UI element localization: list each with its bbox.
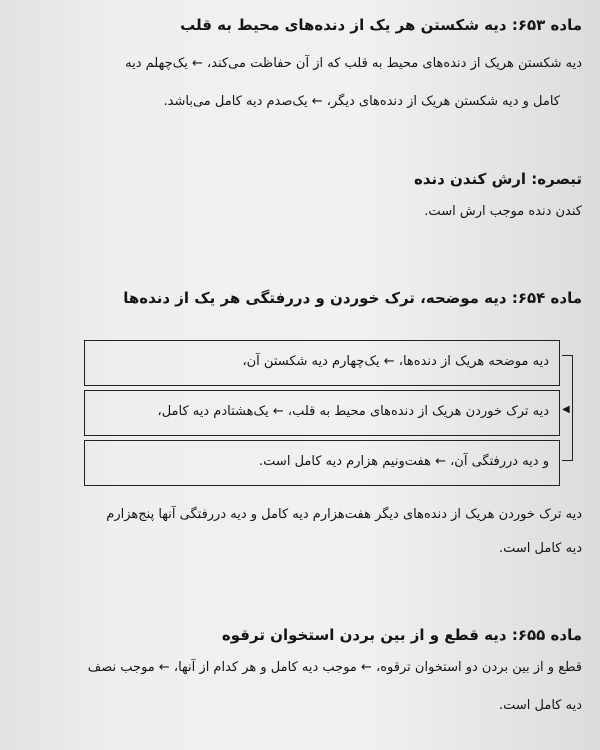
bracket-arrow-icon: ◀ xyxy=(562,404,570,415)
note-heading: تبصره: ارش کندن دنده xyxy=(413,170,582,188)
article-653-heading: ماده ۶۵۳: دیه شکستن هر یک از دنده‌های محیط به قلب xyxy=(180,16,582,34)
article-655-line-2: دیه کامل است. xyxy=(498,698,582,713)
article-655-line-1: قطع و از بین بردن دو استخوان ترقوه، ← موجب دیه کامل و هر کدام از آنها، ← موجب نصف xyxy=(87,660,582,675)
article-653-line-1: دیه شکستن هریک از دنده‌های محیط به قلب که از آن حفاظت می‌کند، ← یک‌چهلم دیه xyxy=(125,56,582,71)
article-654-box-3: و دیه دررفتگی آن، ← هفت‌ونیم هزارم دیه کامل است. xyxy=(84,440,560,486)
note-text: کندن دنده موجب ارش است. xyxy=(424,204,582,219)
article-654-box-1: دیه موضحه هریک از دنده‌ها، ← یک‌چهارم دیه شکستن آن، xyxy=(84,340,560,386)
article-654-box-2: دیه ترک خوردن هریک از دنده‌های محیط به قلب، ← یک‌هشتادم دیه کامل، xyxy=(84,390,560,436)
article-653-line-2: کامل و دیه شکستن هریک از دنده‌های دیگر، ← یک‌صدم دیه کامل می‌باشد. xyxy=(163,94,560,109)
article-654-heading: ماده ۶۵۴: دیه موضحه، ترک خوردن و دررفتگی هر یک از دنده‌ها xyxy=(123,289,582,307)
article-654-after-line-1: دیه ترک خوردن هریک از دنده‌های دیگر هفت‌هزارم دیه کامل و دیه دررفتگی آنها پنج‌هزارم xyxy=(106,507,582,522)
article-655-heading: ماده ۶۵۵: دیه قطع و از بین بردن استخوان ترقوه xyxy=(221,626,582,644)
article-654-after-line-2: دیه کامل است. xyxy=(498,541,582,556)
